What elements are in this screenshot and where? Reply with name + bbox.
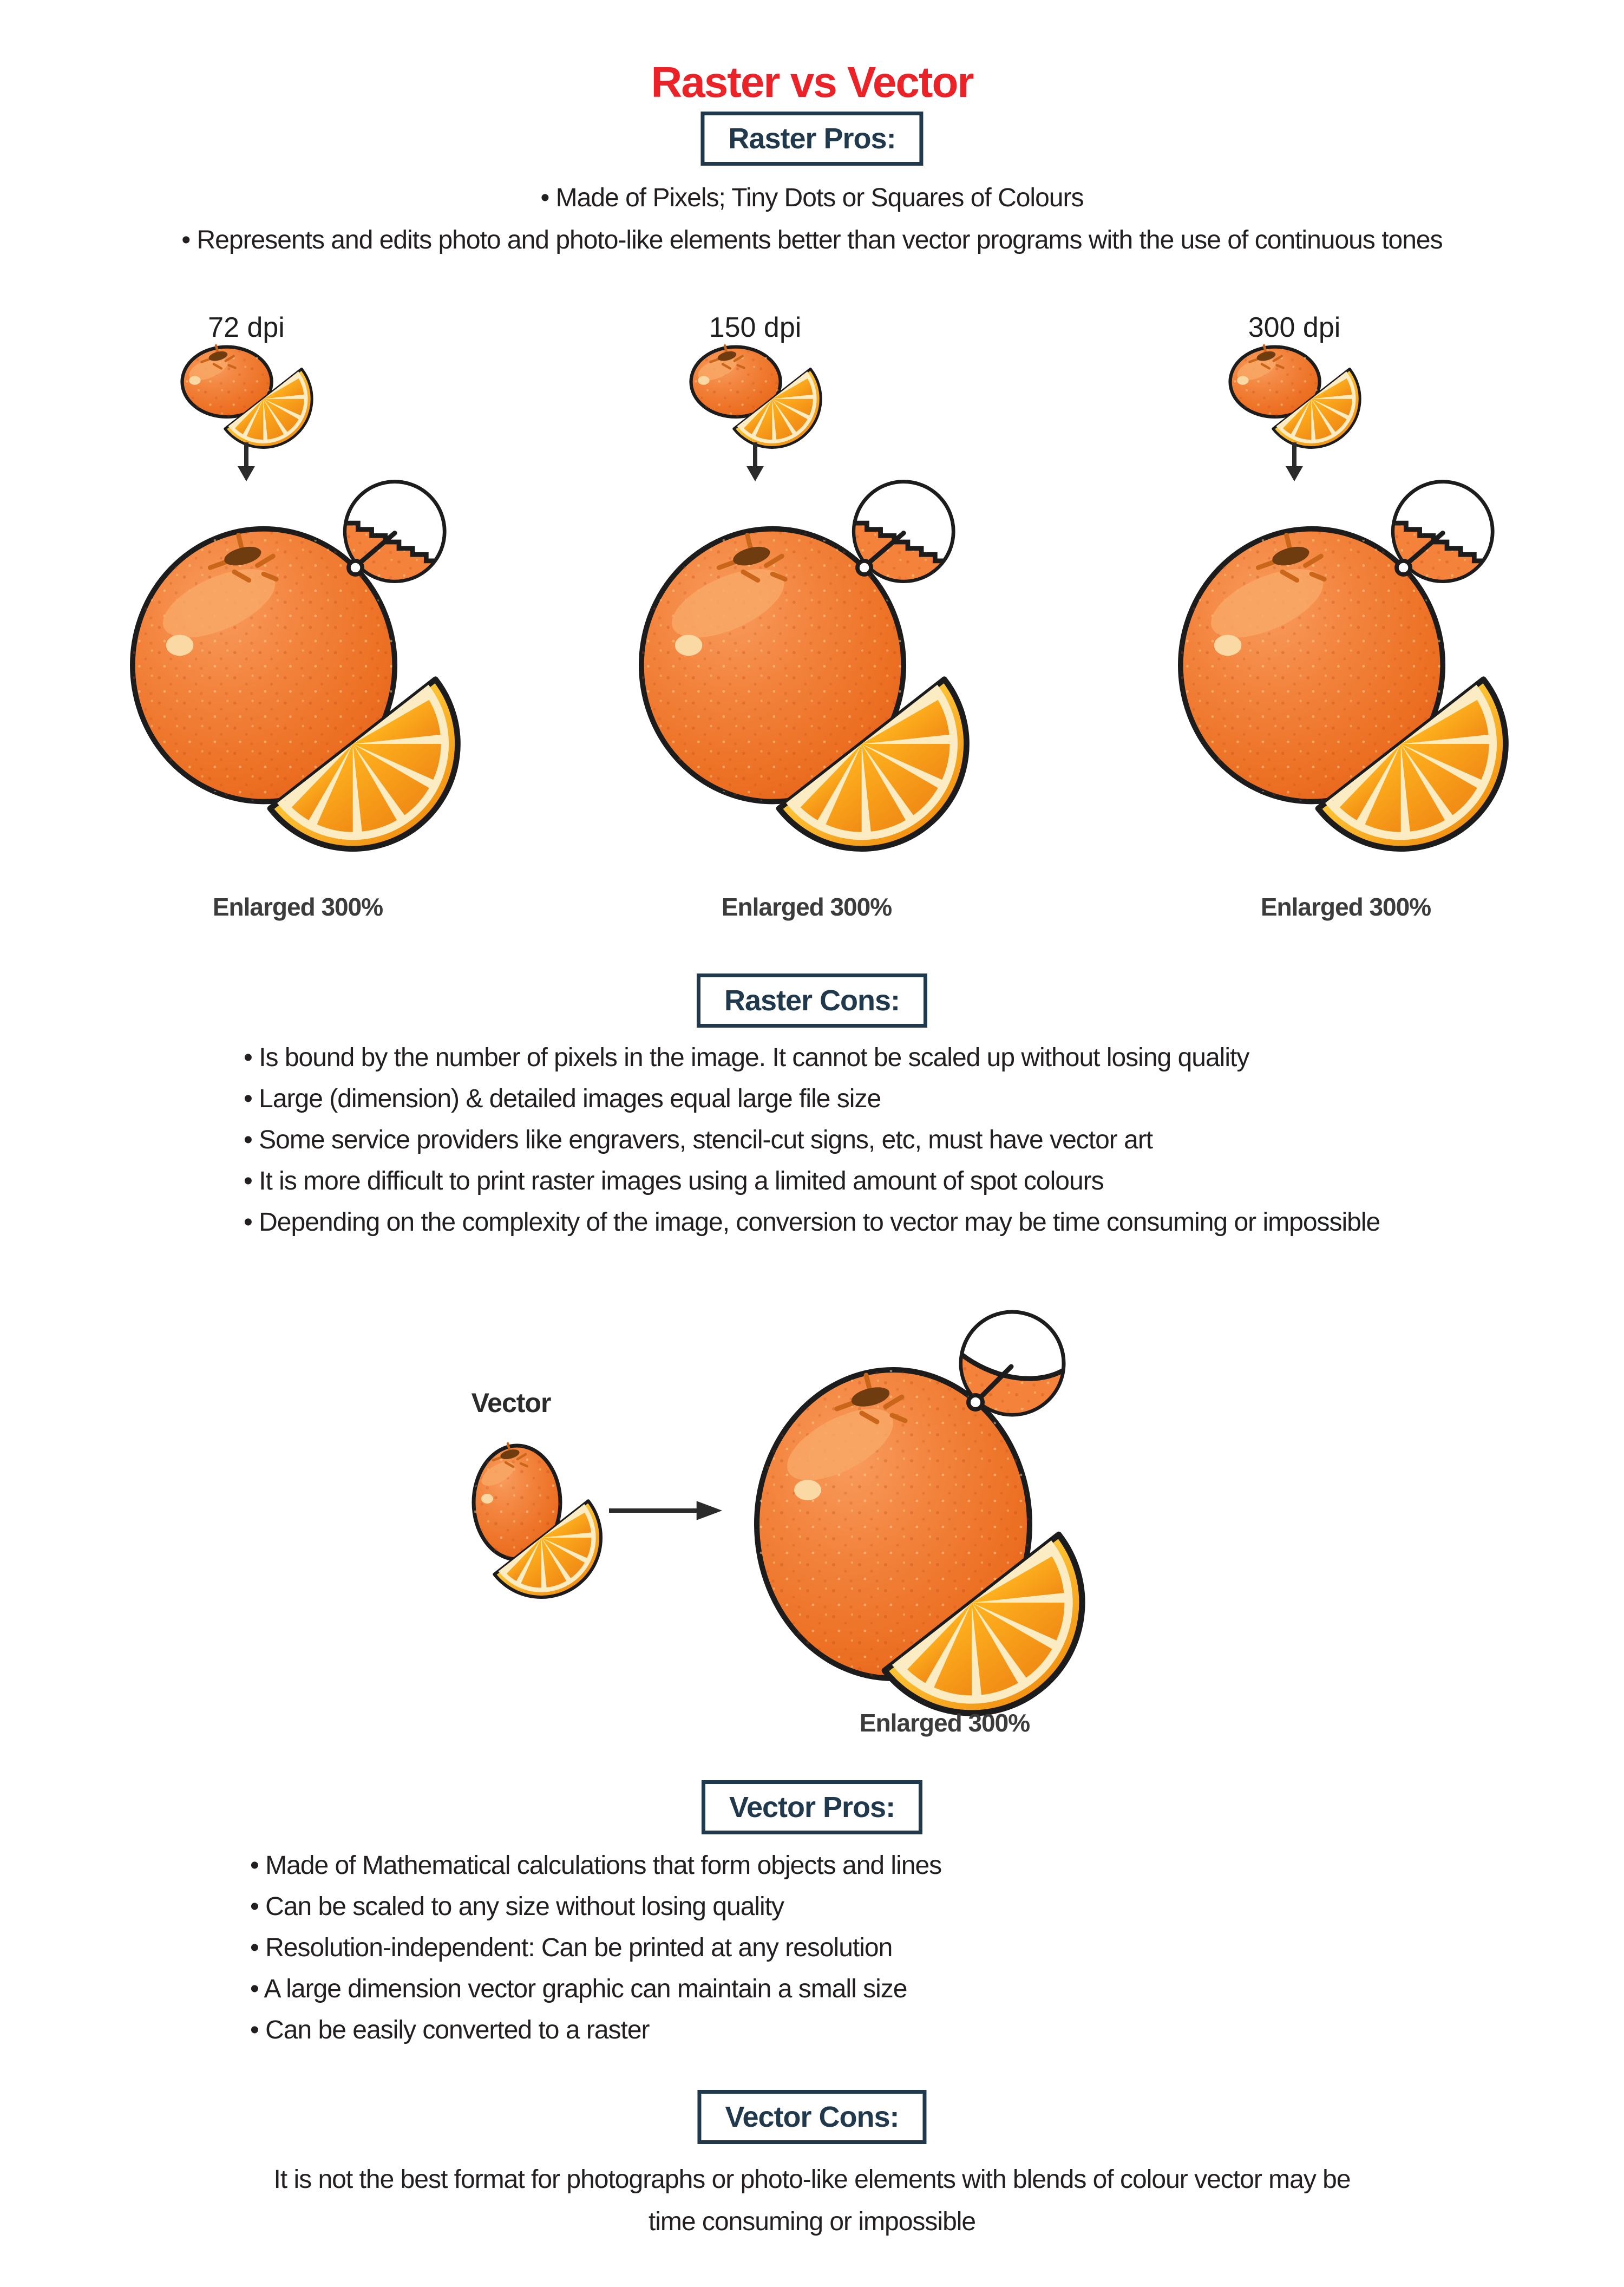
- small-orange-illustration: [1226, 341, 1363, 440]
- small-orange-illustration: [687, 341, 823, 440]
- page-title: Raster vs Vector: [651, 57, 973, 106]
- raster-cons-item: • Is bound by the number of pixels in the image. It cannot be scaled up without losing quality: [244, 1037, 1380, 1079]
- vector-cons-heading: Vector Cons:: [725, 2101, 899, 2133]
- raster-pros-heading: Raster Pros:: [728, 122, 896, 155]
- dpi-label: 150 dpi: [709, 312, 802, 343]
- vector-pros-item: • Can be scaled to any size without losing quality: [250, 1886, 941, 1927]
- raster-cons-heading: Raster Cons:: [724, 984, 900, 1017]
- right-arrow-icon: [609, 1495, 724, 1526]
- raster-pros-bullet: • Made of Pixels; Tiny Dots or Squares of Colours: [541, 183, 1084, 213]
- raster-pros-heading-box: [700, 112, 923, 166]
- small-vector-orange-illustration: [466, 1440, 593, 1597]
- enlarged-raster-orange-illustration: [130, 471, 466, 880]
- raster-cons-heading-box: [697, 973, 927, 1028]
- dpi-example-150: [639, 311, 974, 929]
- raster-cons-item: • Some service providers like engravers, stencil-cut signs, etc, must have vector art: [244, 1120, 1380, 1161]
- vector-pros-list: [250, 1845, 941, 2051]
- raster-cons-list: [244, 1037, 1380, 1243]
- enlarged-label: Enlarged 300%: [859, 1709, 1030, 1737]
- vector-cons-text-line: time consuming or impossible: [648, 2207, 976, 2236]
- enlarged-label: Enlarged 300%: [1260, 893, 1431, 921]
- vector-pros-item: • A large dimension vector graphic can maintain a small size: [250, 1969, 941, 2010]
- raster-pros-bullet: • Represents and edits photo and photo-like elements better than vector programs with the use of continuous tones: [181, 225, 1442, 255]
- raster-cons-item: • It is more difficult to print raster images using a limited amount of spot colours: [244, 1161, 1380, 1202]
- dpi-example-300: [1178, 311, 1514, 929]
- dpi-label: 300 dpi: [1248, 312, 1341, 343]
- enlarged-raster-orange-illustration: [1178, 471, 1514, 880]
- vector-pros-heading: Vector Pros:: [729, 1791, 895, 1824]
- vector-cons-text-line: It is not the best format for photographs or photo-like elements with blends of colour vector may be: [273, 2165, 1351, 2194]
- vector-pros-heading-box: [702, 1780, 922, 1834]
- dpi-example-72: [130, 311, 466, 929]
- small-orange-illustration: [178, 341, 315, 440]
- dpi-label: 72 dpi: [208, 312, 285, 343]
- enlarged-label: Enlarged 300%: [721, 893, 892, 921]
- enlarged-vector-orange-illustration: [725, 1299, 1104, 1727]
- enlarged-label: Enlarged 300%: [212, 893, 383, 921]
- vector-pros-item: • Can be easily converted to a raster: [250, 2010, 941, 2051]
- enlarged-raster-orange-illustration: [639, 471, 974, 880]
- vector-cons-heading-box: [697, 2090, 926, 2144]
- raster-cons-item: • Large (dimension) & detailed images equal large file size: [244, 1079, 1380, 1120]
- raster-cons-item: • Depending on the complexity of the image, conversion to vector may be time consuming or impossible: [244, 1202, 1380, 1243]
- vector-pros-item: • Resolution-independent: Can be printed at any resolution: [250, 1927, 941, 1969]
- vector-pros-item: • Made of Mathematical calculations that form objects and lines: [250, 1845, 941, 1886]
- vector-example-label: Vector: [471, 1388, 551, 1418]
